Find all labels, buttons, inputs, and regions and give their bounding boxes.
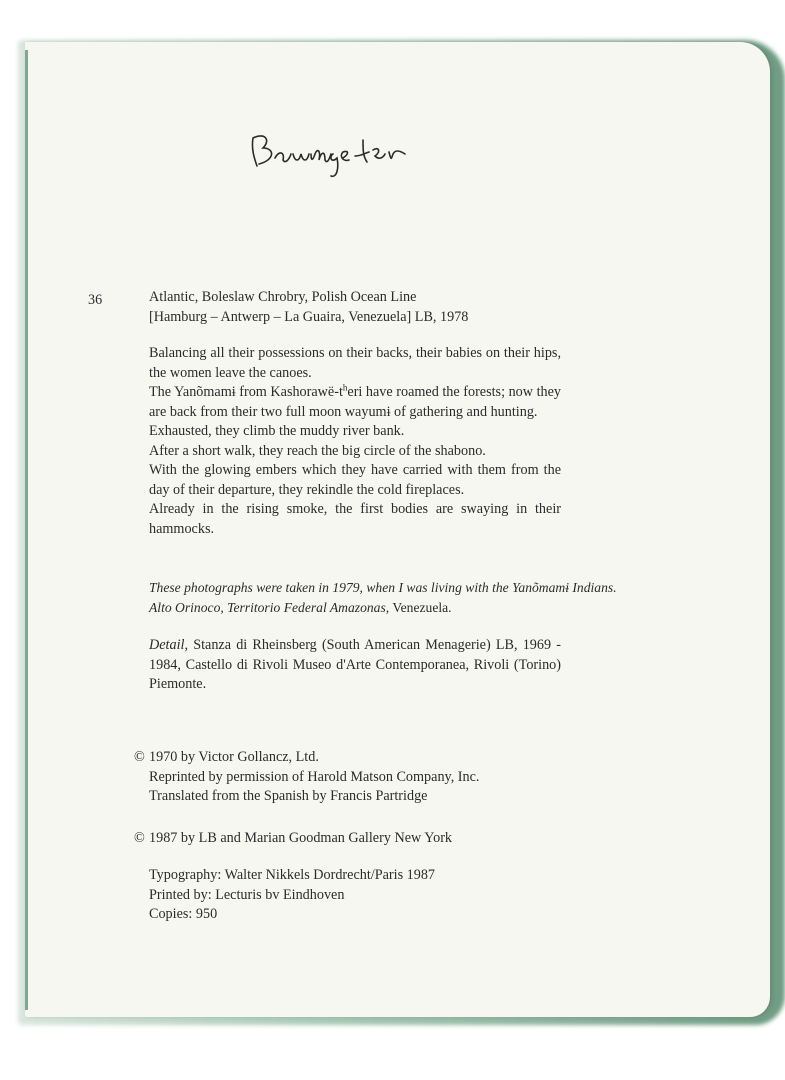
detail-caption (149, 636, 561, 695)
narrative-p5: With the glowing embers which they have carried with them from the day of their departure, they rekindle the cold fireplaces. (149, 462, 561, 498)
copyright1-line-3: Translated from the Spanish by Francis Partridge (149, 788, 428, 804)
narrative-p3: Exhausted, they climb the muddy river bank. (149, 423, 405, 439)
credits-copies: Copies: 950 (149, 906, 218, 922)
narrative-p2-post: eri have roamed the forests; now they are back from their two full moon wayumɨ of gathering and hunting. (149, 384, 561, 420)
artwork-heading (149, 288, 569, 327)
detail-text: Stanza di Rheinsberg (South American Menagerie) LB, 1969 - 1984, Castello di Rivoli Museo d'Arte Contemporanea, Rivoli (Torino) Piemonte. (149, 637, 561, 692)
narrative-p6: Already in the rising smoke, the first bodies are swaying in their hammocks. (149, 501, 561, 537)
copyright-symbol-2: © (134, 830, 145, 846)
credits-typography: Typography: Walter Nikkels Dordrecht/Paris 1987 (149, 867, 436, 883)
copyright1-line-1: 1970 by Victor Gollancz, Ltd. (149, 749, 319, 765)
narrative-p2-sup: h (342, 382, 348, 393)
copyright-symbol-1: © (134, 749, 145, 765)
copyright-block-2 (134, 829, 569, 849)
narrative-p1: Balancing all their possessions on their backs, their babies on their hips, the women leave the canoes. (149, 345, 561, 381)
copyright1-line-2: Reprinted by permission of Harold Matson Company, Inc. (149, 768, 480, 785)
heading-line-1: Atlantic, Boleslaw Chrobry, Polish Ocean Line (149, 289, 417, 305)
page-number: 36 (88, 292, 103, 308)
heading-line-2: [Hamburg – Antwerp – La Guaira, Venezuela] LB, 1978 (149, 308, 469, 325)
photo-note (149, 578, 617, 617)
colophon-credits (149, 866, 569, 925)
note-line-2-roman: Venezuela. (389, 599, 452, 615)
detail-label: Detail, (149, 637, 189, 653)
narrative-p2-pre: The Yanõmamɨ from Kashorawë-t (149, 384, 343, 400)
handwritten-signature (245, 120, 435, 190)
copyright-block-1 (134, 748, 569, 807)
note-line-1: These photographs were taken in 1979, when I was living with the Yanõmamɨ Indians. (149, 580, 617, 595)
credits-printer: Printed by: Lecturis bv Eindhoven (149, 886, 345, 903)
note-line-2-italic: Alto Orinoco, Territorio Federal Amazonas, (149, 599, 390, 615)
narrative-text (149, 344, 561, 539)
page-binding-edge (25, 50, 28, 1010)
narrative-p4: After a short walk, they reach the big circle of the shabono. (149, 442, 486, 459)
copyright2-line-1: 1987 by LB and Marian Goodman Gallery New York (149, 830, 453, 846)
